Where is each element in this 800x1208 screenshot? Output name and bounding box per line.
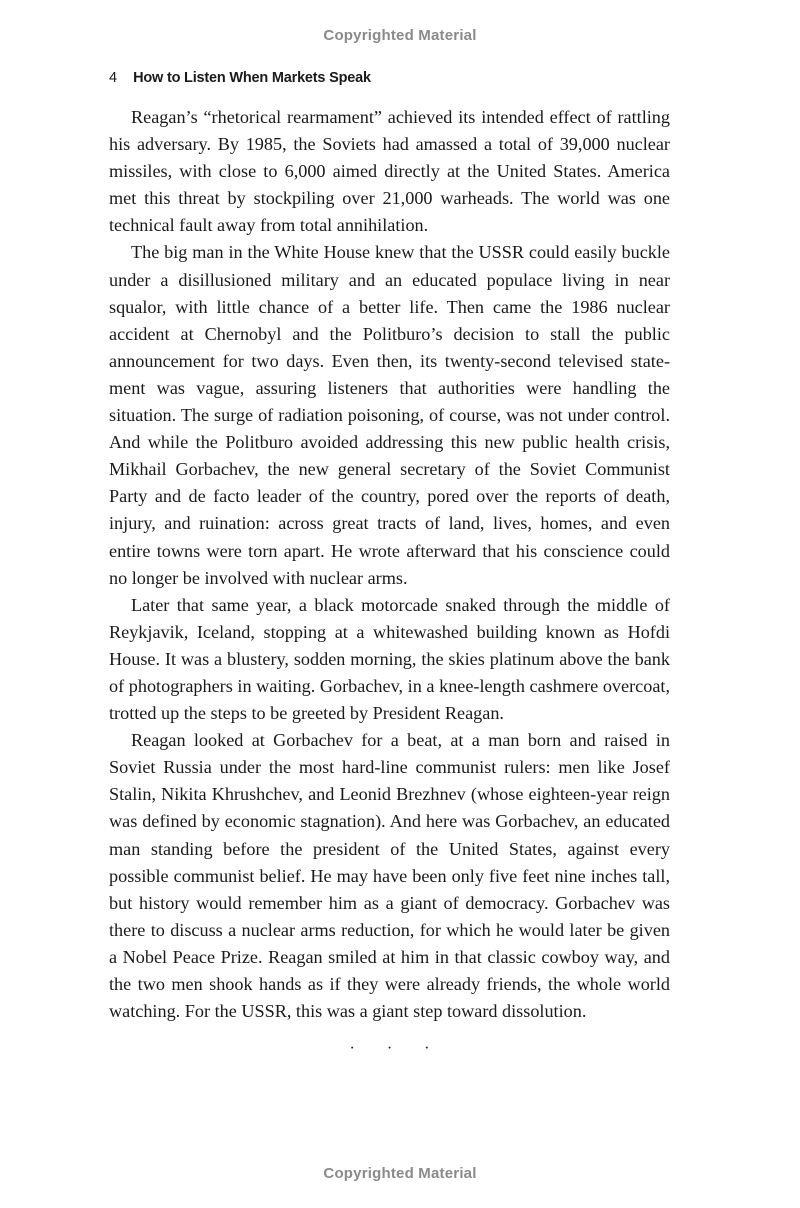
copyright-watermark-top: Copyrighted Material [323, 27, 477, 44]
section-break: · · · [349, 1040, 444, 1058]
book-title: How to Listen When Markets Speak [133, 70, 371, 86]
paragraph-1: Reagan’s “rhetorical rearmament” achieved its intended effect of rattling his adversary. By 1985, the Soviets had amassed a total of 39,000 nuclear missiles, with close to 6,000 aimed directly at the United States. America met this threat by stockpiling over 21,000 warheads. The world was one technical fault away from total annihilation. [109, 107, 670, 236]
paragraph-2: The big man in the White House knew that the USSR could easily buckle under a disillusioned military and an educated populace living in near squalor, with little chance of a better life. Then came the 1986 nuclear accident at Chernobyl and the Politburo’s decision to stall the public announcement for two days. Even then, its twenty-second televised statement was vague, assuring listeners that authorities were handling the situation. The surge of radiation poisoning, of course, was not under control. And while the Politburo avoided addressing this new public health crisis, Mikhail Gorbachev, the new general secretary of the Soviet Communist Party and de facto leader of the country, pored over the reports of death, injury, and ruination: across great tracts of land, lives, homes, and even entire towns were torn apart. He wrote afterward that his conscience could no longer be involved with nuclear arms. [109, 242, 670, 588]
paragraph-3: Later that same year, a black motorcade snaked through the middle of Reykjavik, Iceland, stopping at a whitewashed building known as Hofdi House. It was a blustery, sodden morning, the skies platinum above the bank of photographers in waiting. Gorbachev, in a knee-length cashmere overcoat, trotted up the steps to be greeted by President Reagan. [109, 594, 670, 724]
paragraph-4: Reagan looked at Gorbachev for a beat, at a man born and raised in Soviet Russia under the most hard-line communist rulers: men like Josef Stalin, Nikita Khrushchev, and Leonid Brezhnev (whose eighteen-year reign was defined by economic stagnation). And here was Gorbachev, an educated man standing before the president of the United States, against every possible communist belief. He may have been only five feet nine inches tall, but history would remember him as a giant of democracy. Gorbachev was there to discuss a nuclear arms reduction, for which he would later be given a Nobel Peace Prize. Reagan smiled at him in that classic cowboy way, and the two men shook hands as if they were already friends, the whole world watching. For the USSR, this was a giant step toward dissolution. [109, 730, 670, 1022]
page-number: 4 [109, 70, 118, 86]
copyright-watermark-bottom: Copyrighted Material [323, 1165, 477, 1182]
body-text [109, 104, 670, 1062]
running-head [109, 70, 371, 86]
